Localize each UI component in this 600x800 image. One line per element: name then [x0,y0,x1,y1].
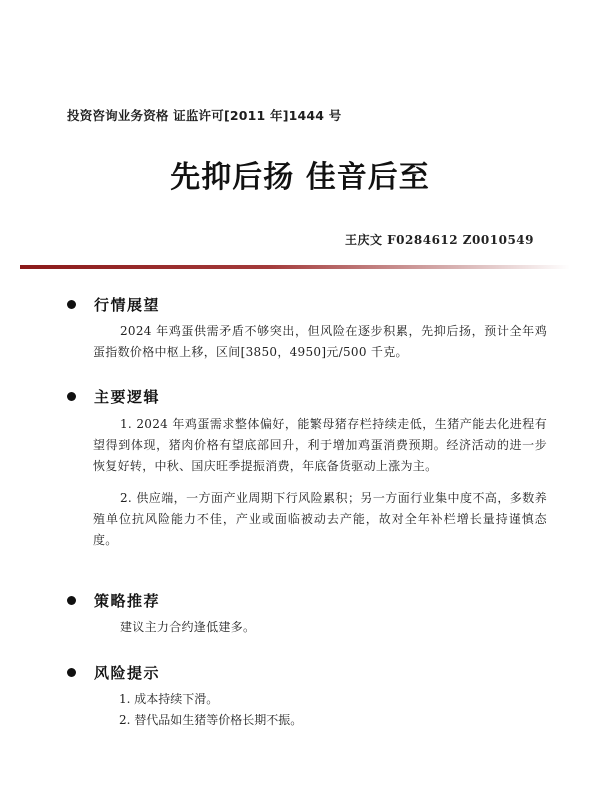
section-strategy [67,590,547,638]
heading-text: 行情展望 [94,295,161,314]
section-risk [67,662,547,731]
report-title: 先抑后扬 佳音后至 [170,160,430,195]
logic-paragraph-1: 1. 2024 年鸡蛋需求整体偏好，能繁母猪存栏持续走低，生猪产能去化进程有望得到体现，猪肉价格有望底部回升，利于增加鸡蛋消费预期。经济活动的进一步恢复好转，中秋、国庆旺季提振消费，年底备货驱动上涨为主。 [93,417,547,473]
section-heading [67,386,547,406]
bullet-icon [67,300,76,309]
heading-text: 策略推荐 [94,591,161,610]
bullet-icon [67,392,76,401]
header-divider [20,265,570,269]
section-outlook [67,294,547,363]
outlook-paragraph: 2024 年鸡蛋供需矛盾不够突出，但风险在逐步积累，先抑后扬，预计全年鸡蛋指数价格中枢上移，区间[3850，4950]元/500 千克。 [93,324,547,359]
license-line: 投资咨询业务资格 证监许可[2011 年]1444 号 [67,108,342,123]
risk-list [67,689,547,731]
strategy-paragraph: 建议主力合约逢低建多。 [120,620,256,634]
section-logic [67,386,547,551]
list-item: 1. 成本持续下滑。 [119,692,219,706]
logic-paragraph-2: 2. 供应端，一方面产业周期下行风险累积；另一方面行业集中度不高，多数养殖单位抗风险能力不佳，产业或面临被动去产能，故对全年补栏增长量持谨慎态度。 [93,491,547,547]
list-item: 2. 替代品如生猪等价格长期不振。 [119,713,303,727]
section-heading [67,590,547,610]
section-heading [67,662,547,682]
heading-text: 主要逻辑 [94,387,161,406]
author-line: 王庆文 F0284612 Z0010549 [344,233,534,247]
section-heading [67,294,547,314]
bullet-icon [67,596,76,605]
heading-text: 风险提示 [94,663,161,682]
bullet-icon [67,668,76,677]
